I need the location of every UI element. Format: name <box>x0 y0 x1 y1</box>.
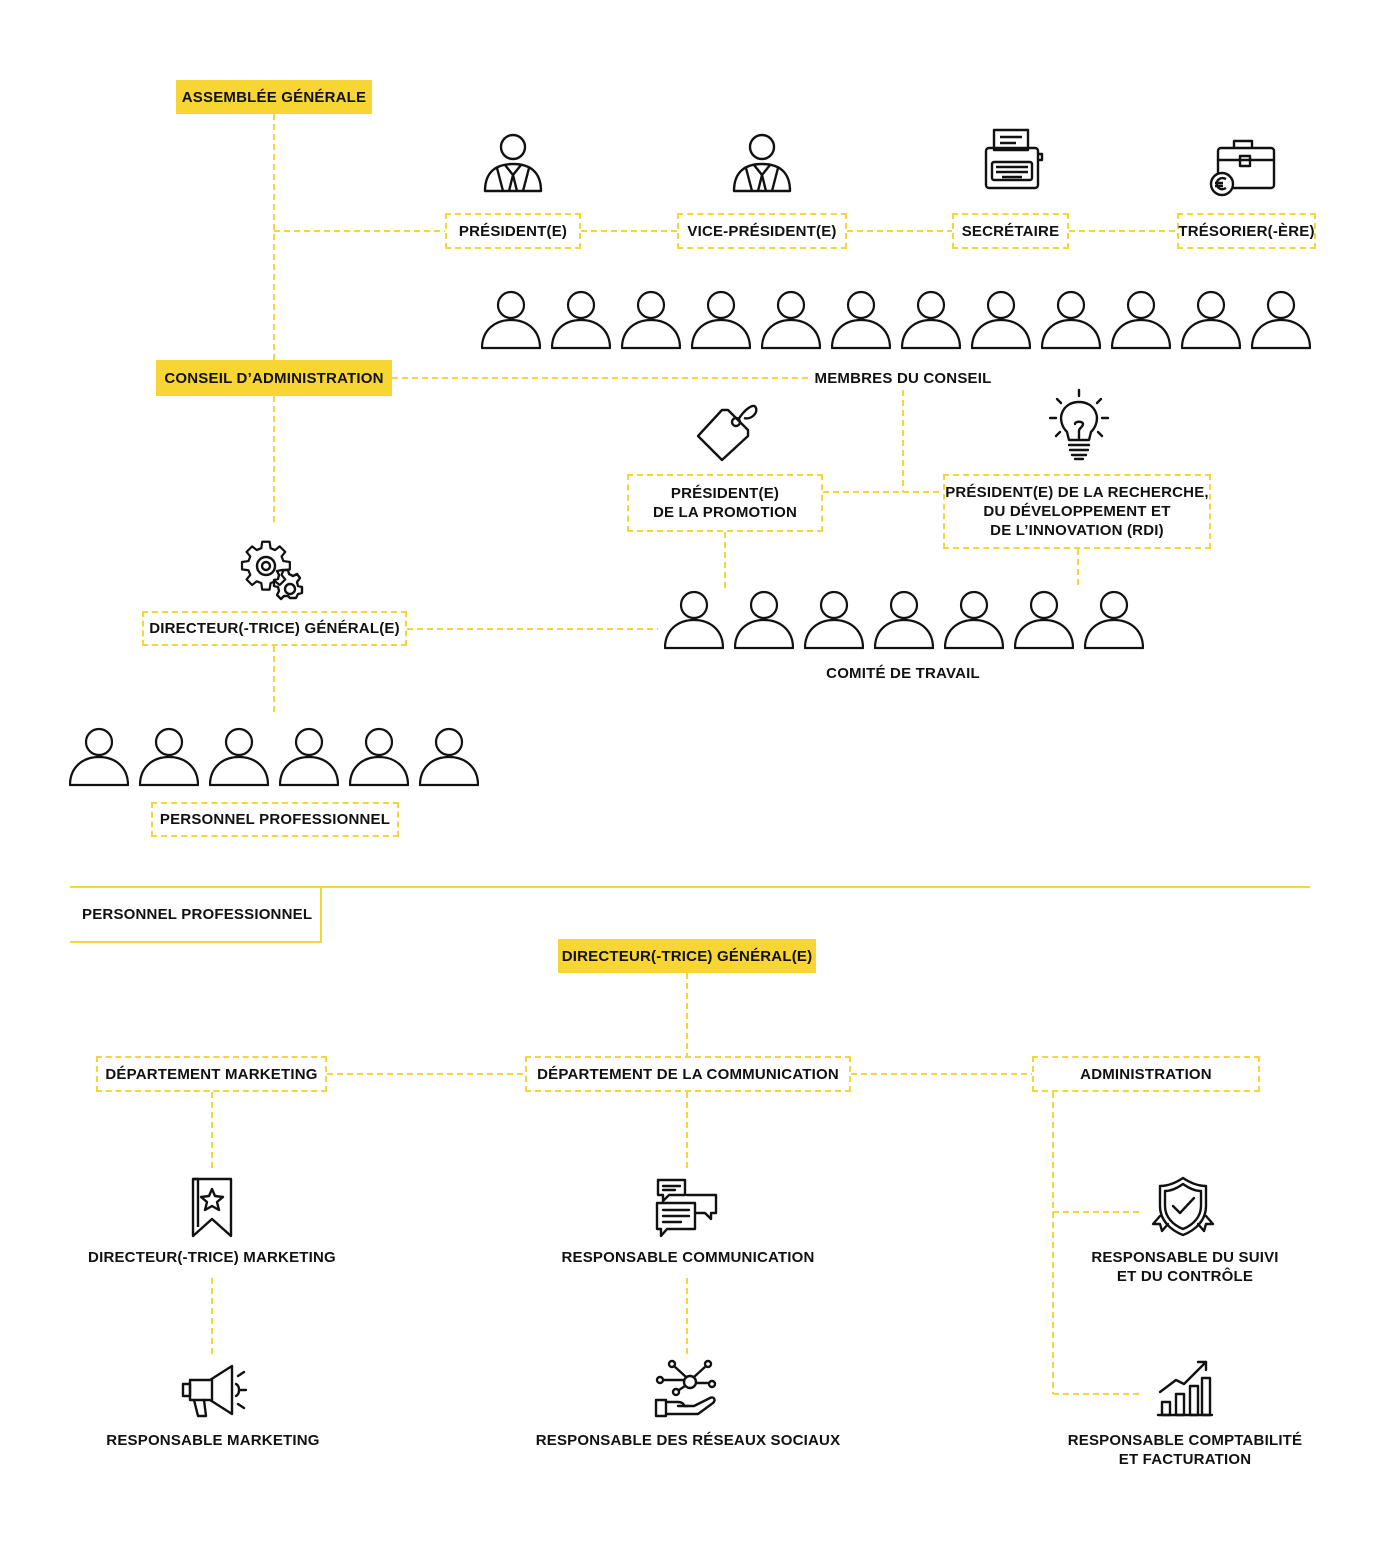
staff-directeur-general-box: DIRECTEUR(-TRICE) GÉNÉRAL(E) <box>558 939 816 973</box>
responsable-comptabilite-label <box>1050 1431 1320 1469</box>
responsable-communication-label: RESPONSABLE COMMUNICATION <box>561 1249 815 1266</box>
president-rdi-line1: PRÉSIDENT(E) DE LA RECHERCHE, <box>945 484 1209 501</box>
person-icon <box>349 727 409 787</box>
shield-check-icon <box>1150 1176 1216 1238</box>
person-icon <box>874 590 934 650</box>
person-icon <box>1084 590 1144 650</box>
person-icon <box>1181 290 1241 350</box>
person-icon <box>139 727 199 787</box>
personnel-professionnel-box: PERSONNEL PROFESSIONNEL <box>151 802 399 837</box>
price-tag-icon <box>692 396 762 466</box>
person-icon <box>279 727 339 787</box>
membres-du-conseil-label: MEMBRES DU CONSEIL <box>814 370 992 387</box>
responsable-comptabilite-line2: ET FACTURATION <box>1118 1451 1252 1468</box>
person-icon <box>1251 290 1311 350</box>
president-rdi-line3: DE L’INNOVATION (RDI) <box>990 522 1164 539</box>
person-icon <box>621 290 681 350</box>
person-icon <box>831 290 891 350</box>
person-icon <box>1041 290 1101 350</box>
network-hand-icon <box>654 1358 718 1420</box>
person-icon <box>1111 290 1171 350</box>
president-rdi-line2: DU DÉVELOPPEMENT ET <box>983 503 1171 520</box>
person-icon <box>691 290 751 350</box>
typewriter-icon <box>980 128 1044 192</box>
directeur-marketing-label: DIRECTEUR(-TRICE) MARKETING <box>88 1249 336 1266</box>
president-rdi-box <box>943 474 1211 549</box>
chat-bubbles-icon <box>655 1177 719 1239</box>
lightbulb-icon <box>1048 388 1110 462</box>
person-icon <box>944 590 1004 650</box>
bookmark-star-icon <box>190 1177 234 1239</box>
briefcase-euro-icon <box>1208 138 1278 198</box>
vice-president-box: VICE-PRÉSIDENT(E) <box>677 213 847 249</box>
person-icon <box>734 590 794 650</box>
responsable-comptabilite-line1: RESPONSABLE COMPTABILITÉ <box>1067 1432 1303 1449</box>
tresorier-box: TRÉSORIER(-ÈRE) <box>1177 213 1316 249</box>
person-icon <box>551 290 611 350</box>
person-icon <box>901 290 961 350</box>
departement-marketing-box: DÉPARTEMENT MARKETING <box>96 1056 327 1092</box>
person-icon <box>761 290 821 350</box>
person-icon <box>1014 590 1074 650</box>
president-promotion-line1: PRÉSIDENT(E) <box>670 485 780 502</box>
person-icon <box>804 590 864 650</box>
responsable-marketing-label: RESPONSABLE MARKETING <box>106 1432 320 1449</box>
businessman-icon <box>730 131 794 193</box>
person-icon <box>971 290 1031 350</box>
president-box: PRÉSIDENT(E) <box>445 213 581 249</box>
megaphone-icon <box>180 1362 248 1420</box>
growth-chart-icon <box>1156 1358 1214 1418</box>
person-icon <box>69 727 129 787</box>
comite-de-travail-label: COMITÉ DE TRAVAIL <box>826 665 980 682</box>
businessman-icon <box>481 131 545 193</box>
departement-communication-box: DÉPARTEMENT DE LA COMMUNICATION <box>525 1056 851 1092</box>
personnel-professionnel-tab: PERSONNEL PROFESSIONNEL <box>70 887 322 943</box>
person-icon <box>419 727 479 787</box>
person-icon <box>209 727 269 787</box>
responsable-suivi-line1: RESPONSABLE DU SUIVI <box>1091 1249 1279 1266</box>
president-promotion-box <box>627 474 823 532</box>
secretaire-box: SECRÉTAIRE <box>952 213 1069 249</box>
person-icon <box>481 290 541 350</box>
president-promotion-line2: DE LA PROMOTION <box>652 504 798 521</box>
person-icon <box>664 590 724 650</box>
gears-icon <box>240 537 308 603</box>
assemblee-generale-box: ASSEMBLÉE GÉNÉRALE <box>176 80 372 114</box>
administration-box: ADMINISTRATION <box>1032 1056 1260 1092</box>
directeur-general-box: DIRECTEUR(-TRICE) GÉNÉRAL(E) <box>142 611 407 646</box>
responsable-suivi-line2: ET DU CONTRÔLE <box>1116 1268 1254 1285</box>
conseil-administration-box: CONSEIL D’ADMINISTRATION <box>156 360 392 396</box>
responsable-suivi-label <box>1068 1248 1302 1286</box>
responsable-reseaux-label: RESPONSABLE DES RÉSEAUX SOCIAUX <box>535 1432 841 1449</box>
